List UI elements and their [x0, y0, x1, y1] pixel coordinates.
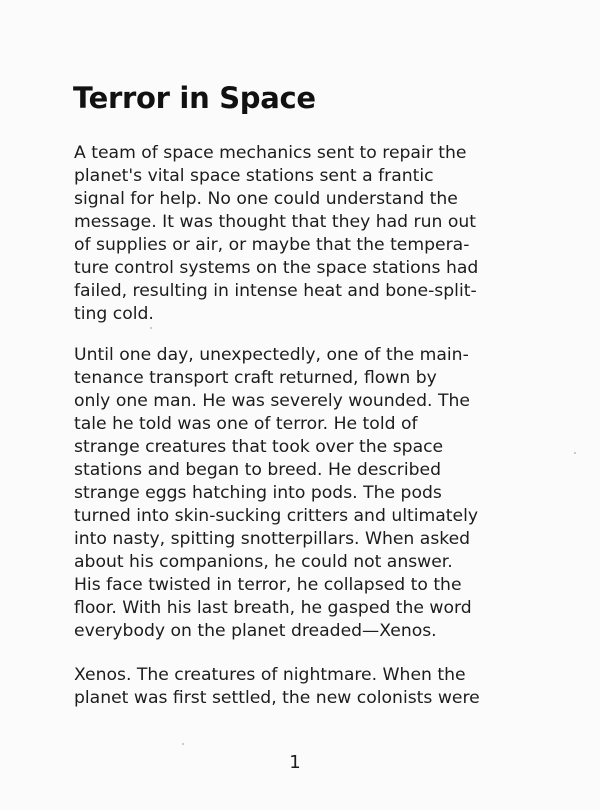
text-line: A team of space mechanics sent to repair the [74, 143, 467, 163]
paragraph-2 [74, 344, 478, 643]
text-line: strange eggs hatching into pods. The pods [74, 483, 442, 503]
scan-speck [182, 743, 184, 745]
text-line: strange creatures that took over the space [74, 437, 444, 457]
text-line: Until one day, unexpectedly, one of the main- [74, 345, 469, 365]
text-line: into nasty, spitting snotterpillars. When asked [74, 529, 471, 549]
text-line: failed, resulting in intense heat and bone-split- [74, 281, 477, 301]
text-line: floor. With his last breath, he gasped the word [74, 598, 472, 618]
page-number: 1 [289, 752, 301, 773]
text-line: message. It was thought that they had run out [74, 212, 476, 232]
text-line: of supplies or air, or maybe that the tempera- [74, 235, 470, 255]
scan-speck [150, 327, 152, 329]
text-line: only one man. He was severely wounded. The [74, 391, 470, 411]
text-line: ture control systems on the space stations had [74, 258, 479, 278]
paragraph-1 [74, 142, 478, 326]
scan-speck [574, 452, 576, 454]
text-line: His face twisted in terror, he collapsed to the [74, 575, 462, 595]
page-title: Terror in Space [73, 81, 316, 115]
text-line: turned into skin-sucking critters and ultimately [74, 506, 479, 526]
text-line: stations and began to breed. He described [74, 460, 442, 480]
text-line: planet's vital space stations sent a frantic [74, 166, 434, 186]
text-line: tale he told was one of terror. He told of [74, 414, 418, 434]
text-line: planet was first settled, the new colonists were [74, 688, 480, 708]
text-line: ting cold. [74, 304, 154, 324]
text-line: everybody on the planet dreaded—Xenos. [74, 621, 437, 641]
text-line: Xenos. The creatures of nightmare. When the [74, 665, 466, 685]
text-line: tenance transport craft returned, flown by [74, 368, 437, 388]
paragraph-3 [74, 664, 480, 710]
text-line: about his companions, he could not answer. [74, 552, 453, 572]
text-line: signal for help. No one could understand the [74, 189, 458, 209]
